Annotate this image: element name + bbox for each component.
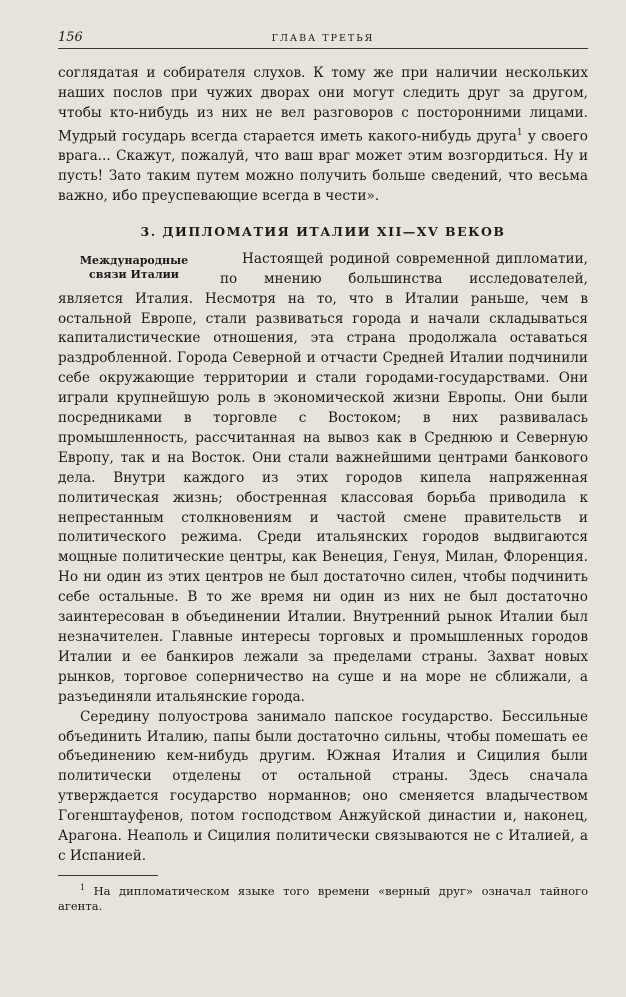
- margin-note: [58, 254, 210, 282]
- running-head: [58, 28, 588, 49]
- paragraph-1: [58, 64, 588, 207]
- chapter-title: ГЛАВА ТРЕТЬЯ: [271, 33, 375, 44]
- margin-note-line-2: связи Италии: [89, 267, 179, 281]
- footnote-text: На дипломатическом языке того времени «верный друг» означал тайного агента.: [58, 883, 588, 913]
- page-number: 156: [58, 30, 83, 45]
- paragraph-2: Настоящей родиной современной дипломатии, по мнению большинства исследователей, является Италия. Несмотря на то, что в Италии раньше, чем в остальной Европе, стали развиваться города и начали складываться капиталистические отношения, эта страна продолжала оставаться раздробленной. Города Северной и отчасти Средней Италии подчинили себе окружающие территории и стали городами-государствами. Они играли крупнейшую роль в экономической жизни Европы. Они были посредниками в торговле с Востоком; в них развивалась промышленность, рассчитанная на вывоз как в Среднюю и Северную Европу, так и на Восток. Они стали важнейшими центрами банкового дела. Внутри каждого из этих городов кипела напряженная политическая жизнь; обостренная классовая борьба приводила к непрестанным столкновениям и частой смене правительств и политического режима. Среди итальянских городов выдвигаются мощные политические центры, как Венеция, Генуя, Милан, Флоренция. Но ни один из этих центров не был достаточно силен, чтобы подчинить себе остальные. В то же время ни один из них не был достаточно заинтересован в объединении Италии. Внутренний рынок Италии был незначителен. Главные интересы торговых и промышленных городов Италии и ее банкиров лежали за пределами страны. Захват новых рынков, торговое соперничество на суше и на море не сближали, а разъединяли итальянские города.: [58, 250, 588, 705]
- body-text: [58, 64, 588, 914]
- paragraph-3: Середину полуострова занимало папское государство. Бессильные объединить Италию, папы были достаточно сильны, чтобы помешать ее объединению кем-нибудь другим. Южная Италия и Сицилия были политически отделены от остальной страны. Здесь сначала утверждается государство норманнов; оно сменяется владычеством Гогенштауфенов, потом господством Анжуйской династии и, наконец, Арагона. Неаполь и Сицилия политически связываются не с Италией, а с Испанией.: [58, 708, 588, 864]
- footnote-reference: 1: [516, 127, 523, 138]
- paragraph-1-text: соглядатая и собирателя слухов. К тому же при наличии нескольких наших послов при чужих дворах они могут следить друг за другом, чтобы кто-нибудь из них не вел разговоров с посторонними лицами. Мудрый государь всегда старается иметь какого-нибудь друга: [58, 65, 588, 145]
- margin-note-line-1: Международные: [79, 253, 189, 267]
- paragraph-1-continuation: у своего врага... Скажут, пожалуй, что ваш враг может этим возгордиться. Ну и пусть! Зато таким путем можно получить больше сведений, что весьма важно, ибо преуспевающие всегда в чести».: [58, 128, 588, 204]
- footnote: [58, 880, 588, 914]
- footnote-marker: 1: [80, 882, 86, 892]
- footnote-rule: [58, 875, 158, 876]
- section-heading: 3. ДИПЛОМАТИЯ ИТАЛИИ XII—XV ВЕКОВ: [140, 223, 506, 239]
